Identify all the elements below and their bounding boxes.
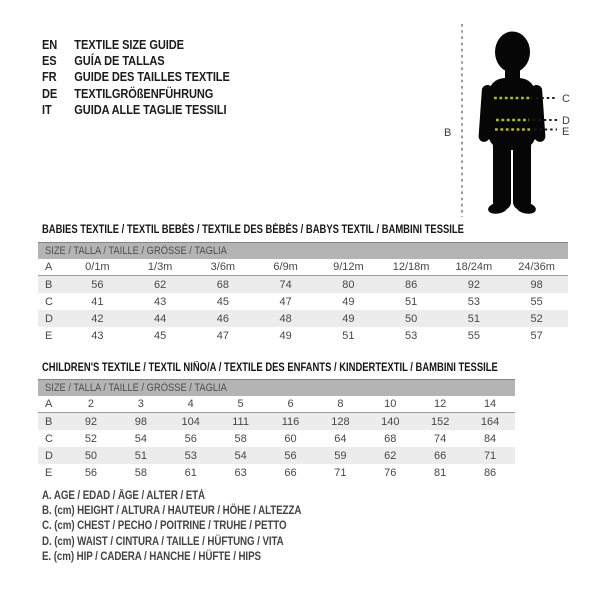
table-cell: 12/18m bbox=[392, 261, 430, 273]
language-label: GUÍA DE TALLAS bbox=[74, 52, 165, 68]
table-cell: 152 bbox=[431, 415, 450, 428]
row-label: A bbox=[45, 398, 53, 410]
table-cell: 128 bbox=[331, 415, 350, 428]
table-cell: 81 bbox=[434, 466, 447, 479]
language-code: FR bbox=[42, 69, 57, 85]
table-cell: 98 bbox=[134, 415, 147, 428]
table-cell: 41 bbox=[91, 295, 104, 308]
table-cell: 60 bbox=[284, 432, 297, 445]
table-cell: 58 bbox=[234, 432, 247, 445]
table-cell: 53 bbox=[184, 449, 197, 462]
table-cell: 71 bbox=[334, 466, 347, 479]
table-header-label: SIZE / TALLA / TAILLE / GRÖSSE / TAGLIA bbox=[45, 245, 227, 257]
table-cell: 86 bbox=[405, 278, 418, 291]
table-cell: 1/3m bbox=[147, 261, 173, 273]
table-cell: 64 bbox=[334, 432, 347, 445]
table-cell: 62 bbox=[154, 278, 167, 291]
language-code: EN bbox=[42, 36, 58, 52]
table-cell: 3/6m bbox=[210, 261, 236, 273]
row-label: E bbox=[45, 329, 53, 342]
table-header-label: SIZE / TALLA / TAILLE / GRÖSSE / TAGLIA bbox=[45, 382, 227, 394]
legend-line: A. AGE / EDAD / ÂGE / ALTER / ETÀ bbox=[42, 490, 206, 502]
table-cell: 6/9m bbox=[273, 261, 298, 273]
table-cell: 74 bbox=[279, 278, 292, 291]
table-cell: 55 bbox=[467, 329, 480, 342]
row-label: C bbox=[45, 295, 53, 308]
table-cell: 164 bbox=[480, 415, 500, 428]
table-cell: 2 bbox=[87, 398, 94, 410]
table-cell: 18/24m bbox=[455, 261, 493, 273]
table-cell: 47 bbox=[216, 329, 229, 342]
table-cell: 6 bbox=[287, 398, 294, 410]
table-cell: 68 bbox=[384, 432, 397, 445]
row-label: B bbox=[45, 278, 53, 291]
table-cell: 14 bbox=[483, 398, 497, 410]
size-measurement-figure bbox=[435, 8, 600, 222]
table-cell: 8 bbox=[337, 398, 344, 410]
table-row bbox=[38, 293, 568, 310]
language-label: GUIDE DES TAILLES TEXTILE bbox=[74, 69, 230, 85]
chest-label: C bbox=[562, 93, 570, 105]
table-cell: 92 bbox=[467, 278, 480, 291]
table-cell: 51 bbox=[467, 312, 480, 325]
language-label: TEXTILGRÖßENFÜHRUNG bbox=[74, 85, 214, 101]
table-cell: 76 bbox=[384, 466, 397, 479]
table-cell: 51 bbox=[134, 449, 147, 462]
table-row bbox=[38, 310, 568, 327]
table-row bbox=[38, 464, 515, 481]
table-row bbox=[38, 430, 515, 447]
table-cell: 9/12m bbox=[333, 261, 364, 273]
table-cell: 43 bbox=[154, 295, 167, 308]
table-cell: 50 bbox=[84, 449, 98, 462]
table-cell: 56 bbox=[91, 278, 104, 291]
language-row bbox=[42, 85, 230, 101]
row-label: C bbox=[45, 432, 53, 445]
measurement-legend bbox=[42, 489, 301, 565]
waist-label: D bbox=[562, 115, 570, 127]
language-code: DE bbox=[42, 85, 58, 101]
table-cell: 66 bbox=[284, 466, 297, 479]
table-cell: 48 bbox=[279, 312, 292, 325]
table-cell: 63 bbox=[234, 466, 247, 479]
table-cell: 74 bbox=[434, 432, 447, 445]
table-cell: 57 bbox=[530, 329, 543, 342]
language-row bbox=[42, 52, 230, 68]
table-row bbox=[38, 259, 568, 276]
table-cell: 10 bbox=[384, 398, 397, 410]
row-label: D bbox=[45, 449, 53, 462]
legend-line: C. (cm) CHEST / PECHO / POITRINE / TRUHE / PETTO bbox=[42, 520, 287, 533]
table-cell: 116 bbox=[281, 415, 300, 428]
language-label: TEXTILE SIZE GUIDE bbox=[74, 36, 184, 52]
table-cell: 54 bbox=[134, 432, 147, 445]
table-cell: 86 bbox=[483, 466, 497, 479]
table-cell: 56 bbox=[284, 449, 297, 462]
table-cell: 104 bbox=[181, 415, 200, 428]
table-cell: 12 bbox=[434, 398, 447, 410]
table-cell: 66 bbox=[434, 449, 447, 462]
table-cell: 49 bbox=[342, 295, 355, 308]
table-cell: 51 bbox=[405, 295, 418, 308]
table-cell: 59 bbox=[334, 449, 347, 462]
child-silhouette-icon bbox=[478, 32, 546, 216]
table-cell: 3 bbox=[137, 398, 144, 410]
table-cell: 46 bbox=[216, 312, 229, 325]
table-cell: 45 bbox=[216, 295, 229, 308]
table-cell: 111 bbox=[232, 415, 249, 428]
language-row bbox=[42, 101, 230, 117]
table-cell: 84 bbox=[483, 432, 497, 445]
table-cell: 5 bbox=[237, 398, 244, 410]
row-label: A bbox=[45, 261, 53, 273]
table-cell: 4 bbox=[187, 398, 194, 410]
table-cell: 49 bbox=[279, 329, 292, 342]
table-cell: 92 bbox=[84, 415, 98, 428]
language-row bbox=[42, 36, 230, 52]
hip-label: E bbox=[562, 126, 570, 138]
table-row bbox=[38, 447, 515, 464]
children-section-title: CHILDREN'S TEXTILE / TEXTIL NIÑO/A / TEXTILE DES ENFANTS / KINDERTEXTIL / BAMBINI TESSILE bbox=[42, 362, 498, 374]
language-code: ES bbox=[42, 52, 57, 68]
table-cell: 49 bbox=[342, 312, 355, 325]
height-label: B bbox=[444, 127, 452, 139]
table-cell: 50 bbox=[405, 312, 418, 325]
table-cell: 43 bbox=[91, 329, 104, 342]
table-cell: 44 bbox=[154, 312, 167, 325]
row-label: E bbox=[45, 466, 53, 479]
language-list bbox=[42, 36, 230, 117]
table-cell: 61 bbox=[184, 466, 197, 479]
language-label: GUIDA ALLE TAGLIE TESSILI bbox=[74, 101, 227, 117]
table-cell: 56 bbox=[84, 466, 98, 479]
table-cell: 68 bbox=[216, 278, 229, 291]
table-cell: 56 bbox=[184, 432, 197, 445]
table-cell: 80 bbox=[342, 278, 355, 291]
table-cell: 52 bbox=[530, 312, 543, 325]
table-cell: 24/36m bbox=[518, 261, 555, 273]
table-cell: 58 bbox=[134, 466, 147, 479]
table-cell: 71 bbox=[483, 449, 497, 462]
table-cell: 51 bbox=[342, 329, 355, 342]
children-size-table bbox=[38, 379, 515, 481]
table-cell: 55 bbox=[530, 295, 543, 308]
row-label: D bbox=[45, 312, 53, 325]
legend-line: D. (cm) WAIST / CINTURA / TAILLE / HÜFTUNG / VITA bbox=[42, 535, 284, 548]
table-row bbox=[38, 413, 515, 430]
table-cell: 47 bbox=[279, 295, 292, 308]
language-row bbox=[42, 69, 230, 85]
table-cell: 42 bbox=[91, 312, 104, 325]
row-label: B bbox=[45, 415, 53, 428]
table-row bbox=[38, 276, 568, 293]
table-row bbox=[38, 327, 568, 344]
table-cell: 52 bbox=[84, 432, 98, 445]
table-cell: 53 bbox=[467, 295, 480, 308]
table-cell: 62 bbox=[384, 449, 397, 462]
table-cell: 140 bbox=[381, 415, 400, 428]
table-row bbox=[38, 396, 515, 413]
table-cell: 0/1m bbox=[85, 261, 110, 273]
table-cell: 98 bbox=[530, 278, 543, 291]
legend-line: B. (cm) HEIGHT / ALTURA / HAUTEUR / HÖHE / ALTEZZA bbox=[42, 505, 302, 518]
table-cell: 53 bbox=[405, 329, 418, 342]
language-code: IT bbox=[42, 101, 52, 117]
babies-size-table bbox=[38, 242, 568, 344]
table-cell: 45 bbox=[154, 329, 167, 342]
table-header bbox=[38, 380, 515, 396]
table-cell: 54 bbox=[234, 449, 247, 462]
table-header bbox=[38, 243, 568, 259]
legend-line: E. (cm) HIP / CADERA / HANCHE / HÜFTE / HIPS bbox=[42, 550, 261, 563]
babies-section-title: BABIES TEXTILE / TEXTIL BEBÉS / TEXTILE DES BÉBÉS / BABYS TEXTIL / BAMBINI TESSILE bbox=[42, 224, 464, 236]
